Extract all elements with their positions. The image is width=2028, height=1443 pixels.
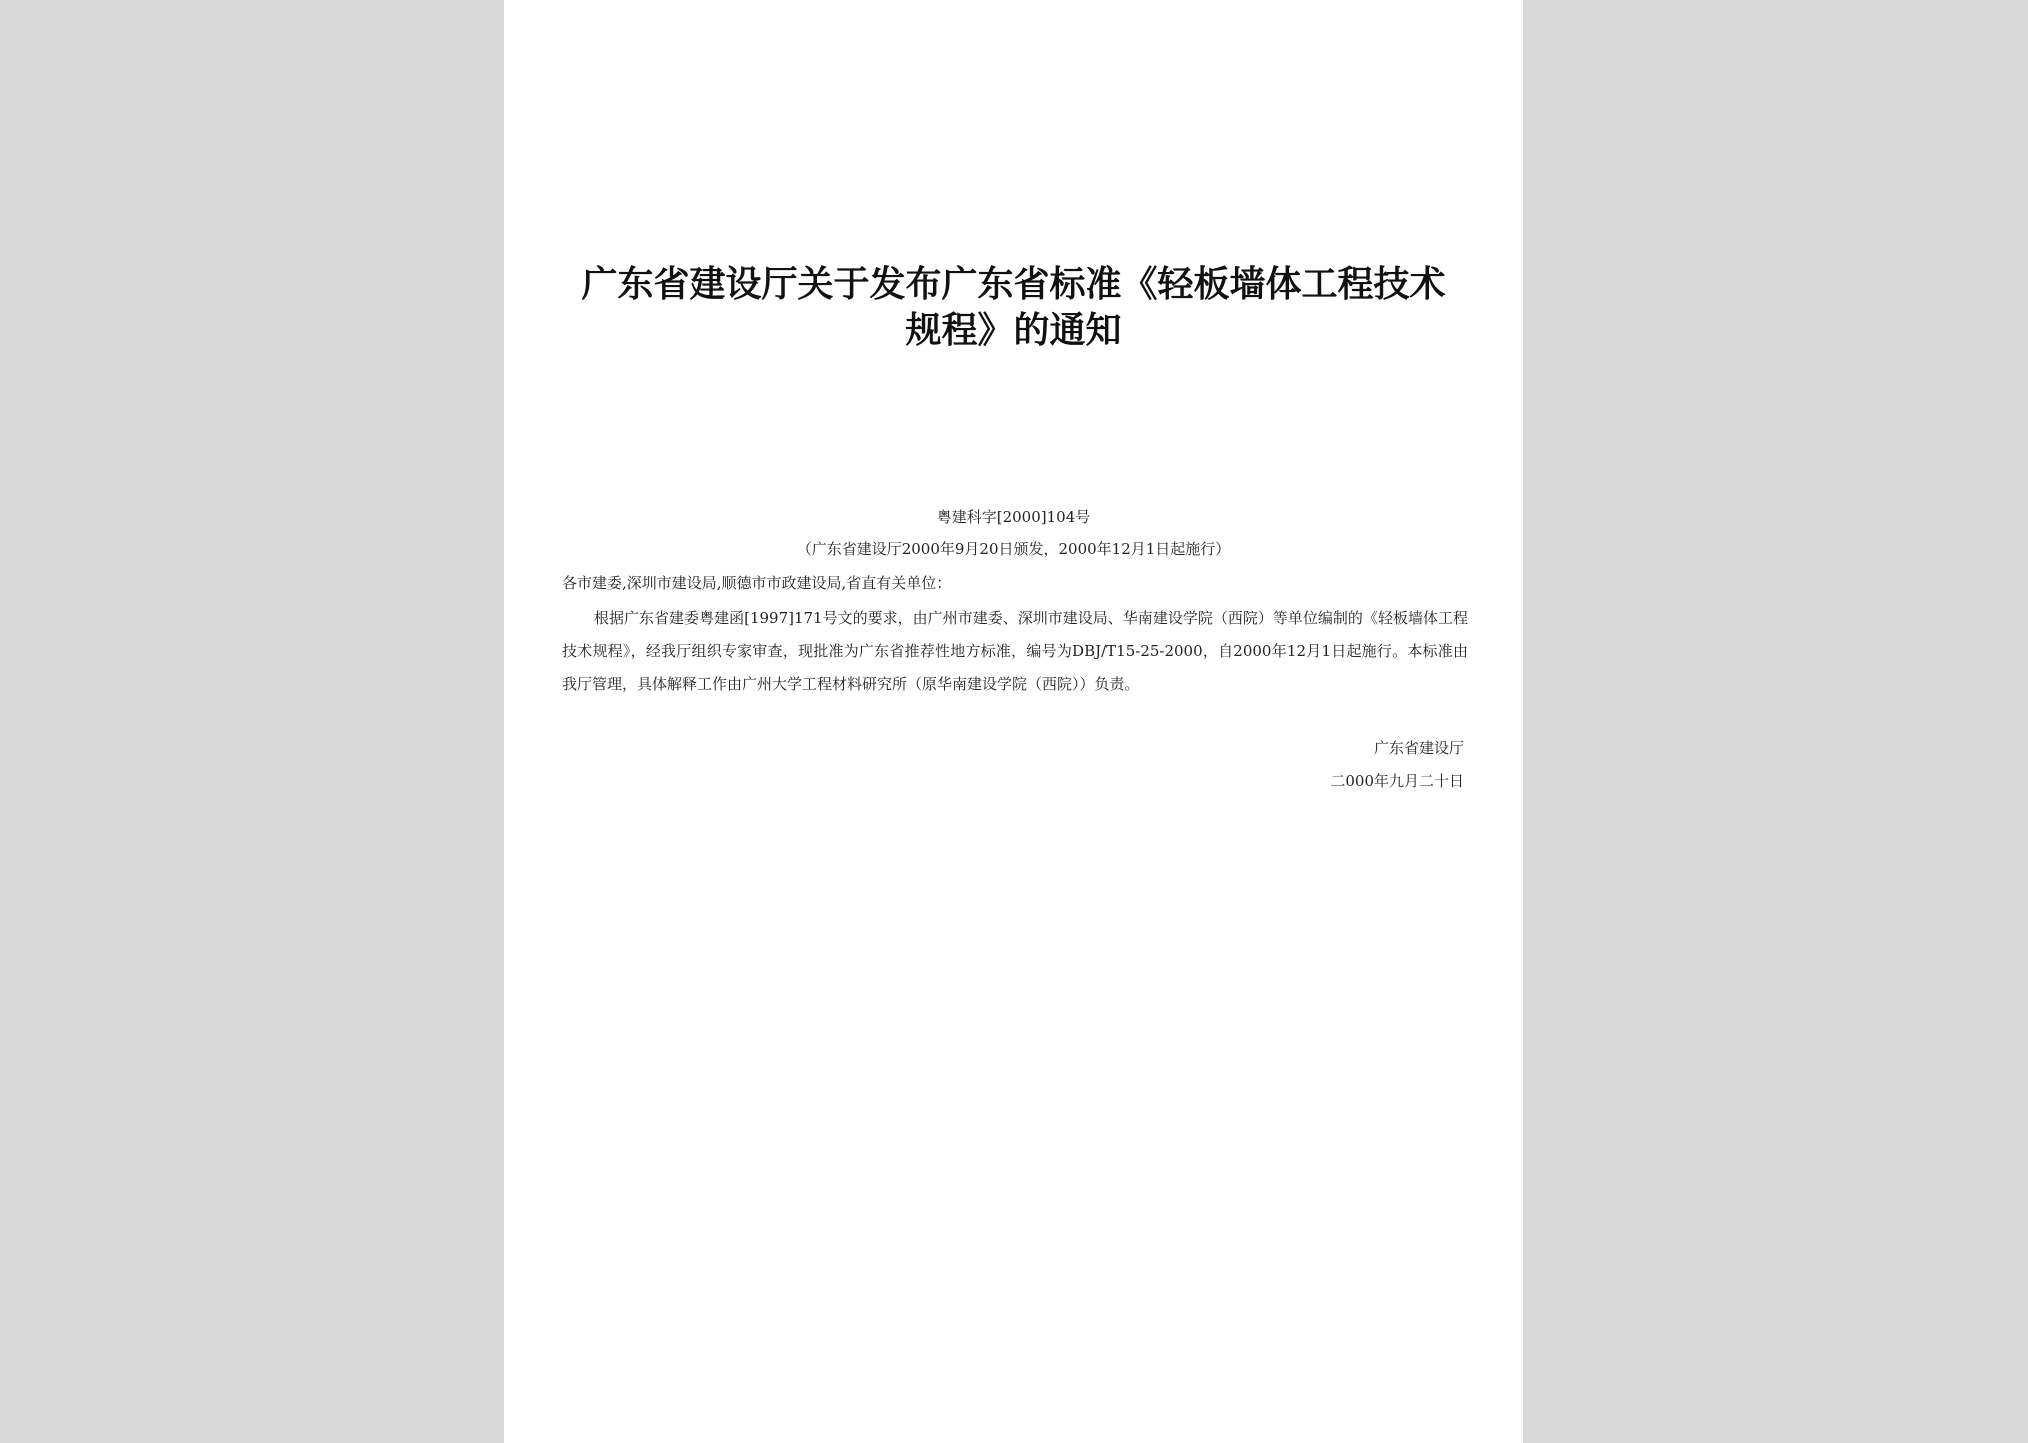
signer: 广东省建设厅 — [1373, 739, 1464, 757]
document-page — [504, 0, 1523, 1443]
title-line-2: 规程》的通知 — [905, 310, 1122, 351]
document-number: 粤建科字[2000]104号 — [936, 508, 1091, 526]
issued-note: （广东省建设厅2000年9月20日颁发，2000年12月1日起施行） — [796, 540, 1231, 558]
recipients-line: 各市建委,深圳市建设局,顺德市市政建设局,省直有关单位： — [562, 574, 952, 592]
body-paragraph: 根据广东省建委粤建函[1997]171号文的要求，由广州市建委、深圳市建设局、华南建设学院（西院）等单位编制的《轻板墙体工程技术规程》，经我厅组织专家审查，现批准为广东省推荐性地方标准，编号为DBJ/T15-25-2000，自2000年12月1日起施行。本标准由我厅管理，具体解释工作由广州大学工程材料研究所（原华南建设学院（西院））负责。 — [562, 609, 1468, 693]
sign-date: 二000年九月二十日 — [1330, 772, 1464, 790]
document-title — [544, 262, 1483, 354]
title-line-1: 广东省建设厅关于发布广东省标准《轻板墙体工程技术 — [581, 264, 1446, 305]
